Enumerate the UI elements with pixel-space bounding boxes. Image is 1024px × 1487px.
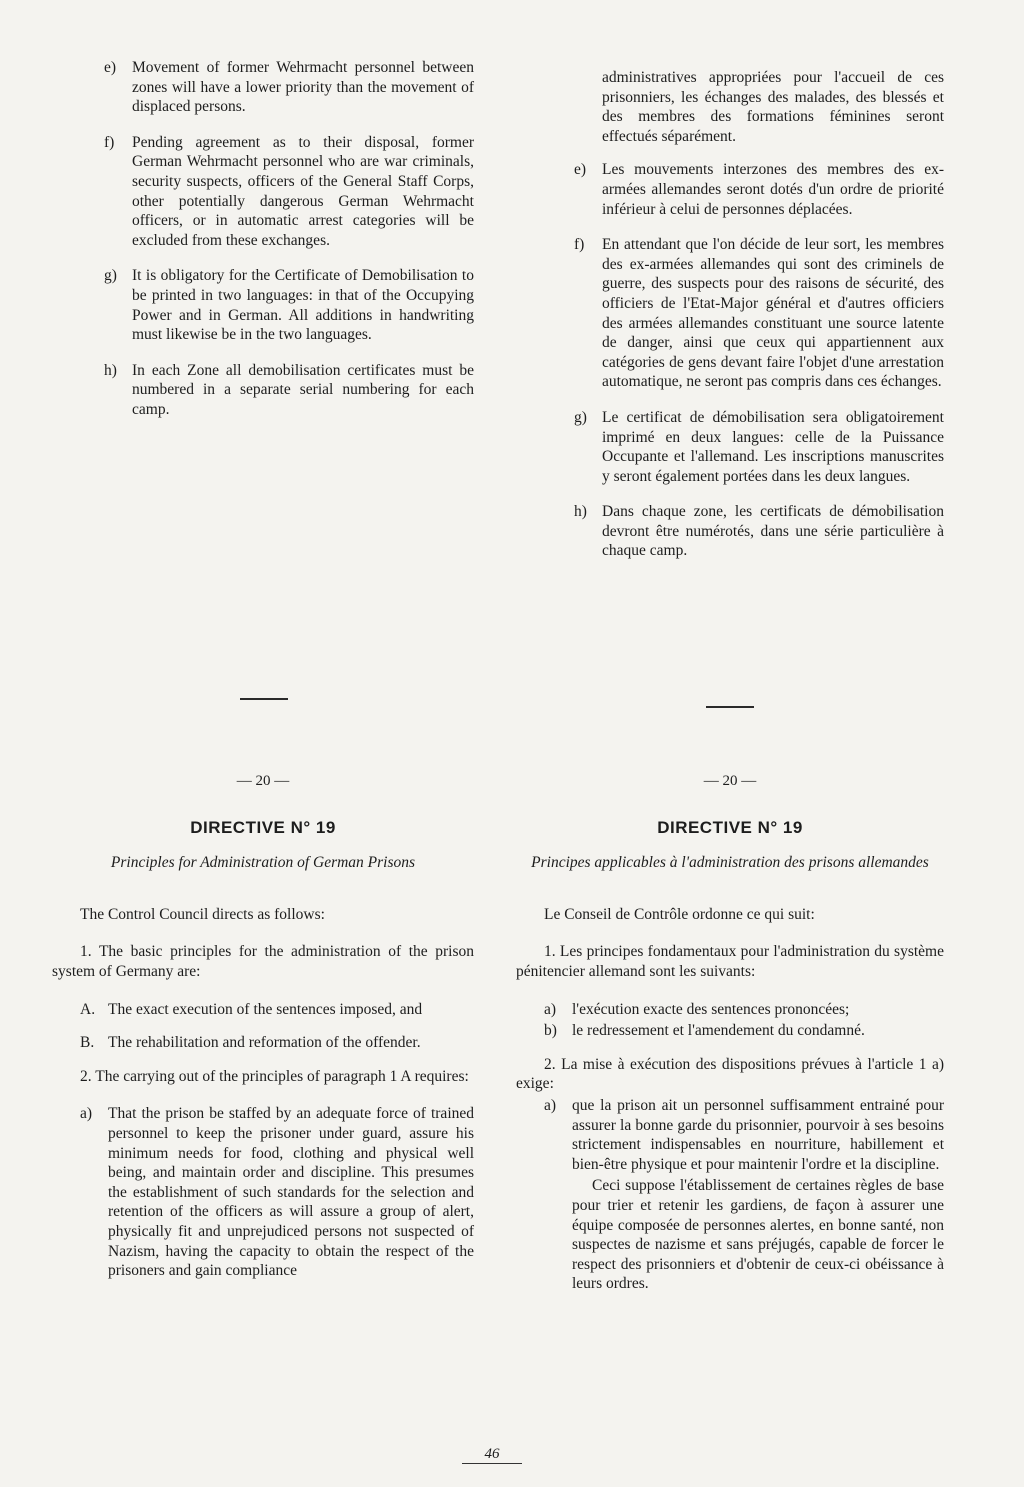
list-item xyxy=(52,1104,474,1280)
item-text: Les mouvements interzones des membres des ex-armées allemandes seront dotés d'un ordre de priorité inférieur à celui de personnes déplacées. xyxy=(602,161,944,218)
continuation-text: administratives appropriées pour l'accueil de ces prisonniers, les échanges des malades, des blessés et des membres des formations féminines seront effectués séparément. xyxy=(602,69,944,145)
list-item xyxy=(516,1021,944,1041)
item-label: g) xyxy=(104,267,117,285)
item-label: e) xyxy=(104,59,117,76)
paragraph-2-continuation: Ceci suppose l'établissement de certaines règles de base pour trier et retenir les gardiens, de façon à assurer une équipe composée de personnes alertes, en bonne santé, non suspectes de nazisme et sans préjugés, capable de forcer le respect des prisonniers et d'obtenir de ceux-ci obéissance à leurs ordres. xyxy=(572,1177,944,1293)
item-text: que la prison ait un personnel suffisamment entrainé pour assurer la bonne garde du prisonnier, pourvoir à ses besoins strictement indispensables en nourriture, habillement et bien-être physique et pour maintenir l'ordre et la discipline. xyxy=(572,1096,944,1173)
item-text: Le certificat de démobilisation sera obligatoirement imprimé en deux langues: celle de la Puissance Occupante et l'allemand. Les inscriptions manuscrites y seront également portées dans les deux langues. xyxy=(602,408,944,485)
item-label: h) xyxy=(104,361,117,379)
page-number: — 20 — xyxy=(703,773,757,789)
item-label: a) xyxy=(80,1105,93,1123)
list-item xyxy=(52,1000,474,1020)
item-text: That the prison be staffed by an adequate force of trained personnel to keep the prisoner under guard, assure his minimum needs for food, clothing and physical well being, and maintain order and discipline. This presumes the establishment of such standards for the selection and retention of the officers as will assure a group of alert, physically fit and unprejudiced persons not suspected of Nazism, having the capacity to obtain the respect of the prisoners and gain compliance xyxy=(108,1105,474,1280)
intro-paragraph: Le Conseil de Contrôle ordonne ce qui suit: xyxy=(544,905,815,923)
english-top-column xyxy=(104,58,474,436)
page-number: — 20 — xyxy=(236,773,290,789)
list-item xyxy=(104,361,474,420)
paragraph-1: 1. The basic principles for the administration of the prison system of Germany are: xyxy=(52,943,474,980)
list-item xyxy=(574,408,944,486)
directive-heading: DIRECTIVE N° 19 xyxy=(190,817,336,837)
item-text: In each Zone all demobilisation certificates must be numbered in a separate serial numbering for each camp. xyxy=(132,361,474,418)
list-item xyxy=(52,1033,474,1053)
section-divider xyxy=(240,698,288,700)
list-item xyxy=(516,1000,944,1020)
list-item xyxy=(104,266,474,344)
item-text: The exact execution of the sentences imposed, and xyxy=(108,1000,423,1018)
paragraph-1: 1. Les principes fondamentaux pour l'administration du système pénitencier allemand sont les suivants: xyxy=(516,943,944,980)
item-label: B. xyxy=(80,1034,95,1052)
item-text: It is obligatory for the Certificate of Demobilisation to be printed in two languages: in that of the Occupying Power and in German. All additions in handwriting must likewise be in the two languages. xyxy=(132,267,474,344)
item-label: f) xyxy=(574,236,585,254)
directive-subtitle: Principes applicables à l'administration des prisons allemandes xyxy=(531,854,929,872)
list-item xyxy=(574,235,944,392)
directive-subtitle: Principles for Administration of German Prisons xyxy=(110,854,416,872)
item-text: Movement of former Wehrmacht personnel between zones will have a lower priority than the movement of displaced persons. xyxy=(132,59,474,116)
paragraph-2: 2. La mise à exécution des dispositions prévues à l'article 1 a) exige: xyxy=(516,1055,944,1093)
item-text: le redressement et l'amendement du condamné. xyxy=(572,1022,865,1040)
paragraph-2: 2. The carrying out of the principles of paragraph 1 A requires: xyxy=(80,1067,469,1085)
english-directive-column xyxy=(52,772,474,1295)
item-text: The rehabilitation and reformation of the offender. xyxy=(108,1034,421,1052)
item-label: A. xyxy=(80,1000,96,1018)
item-text: Pending agreement as to their disposal, former German Wehrmacht personnel who are war criminals, security suspects, officers of the General Staff Corps, other potentially dangerous German Wehrmacht officers, or in automatic arrest categories will be excluded from these exchanges. xyxy=(132,133,474,249)
section-divider xyxy=(706,706,754,708)
item-label: e) xyxy=(574,161,587,179)
list-item xyxy=(104,133,474,251)
list-item xyxy=(574,502,944,561)
item-label: f) xyxy=(104,133,115,151)
french-top-column xyxy=(574,68,944,577)
item-label: a) xyxy=(544,1000,557,1018)
item-label: a) xyxy=(544,1096,557,1114)
item-label: g) xyxy=(574,408,587,426)
french-directive-column xyxy=(516,772,944,1312)
item-text: Dans chaque zone, les certificats de démobilisation devront être numérotés, dans une série particulière à chaque camp. xyxy=(602,503,944,560)
intro-paragraph: The Control Council directs as follows: xyxy=(80,905,325,923)
list-item xyxy=(574,160,944,219)
list-item xyxy=(104,58,474,117)
item-text: l'exécution exacte des sentences prononcées; xyxy=(572,1000,850,1018)
item-label: h) xyxy=(574,503,587,521)
page-footer-number: 46 xyxy=(462,1446,522,1464)
item-text: En attendant que l'on décide de leur sort, les membres des ex-armées allemandes qui sont des criminels de guerre, des suspects pour des raisons de sécurité, des officiers de l'Etat-Major général et d'autres officiers des armées allemandes constituant une source latente de danger, ainsi que ceux qui appartiennent aux catégories de gens devant faire l'objet d'une arrestation automatique, ne seront pas compris dans ces échanges. xyxy=(602,236,944,391)
directive-heading: DIRECTIVE N° 19 xyxy=(657,817,803,837)
item-label: b) xyxy=(544,1022,557,1040)
list-item xyxy=(516,1096,944,1174)
